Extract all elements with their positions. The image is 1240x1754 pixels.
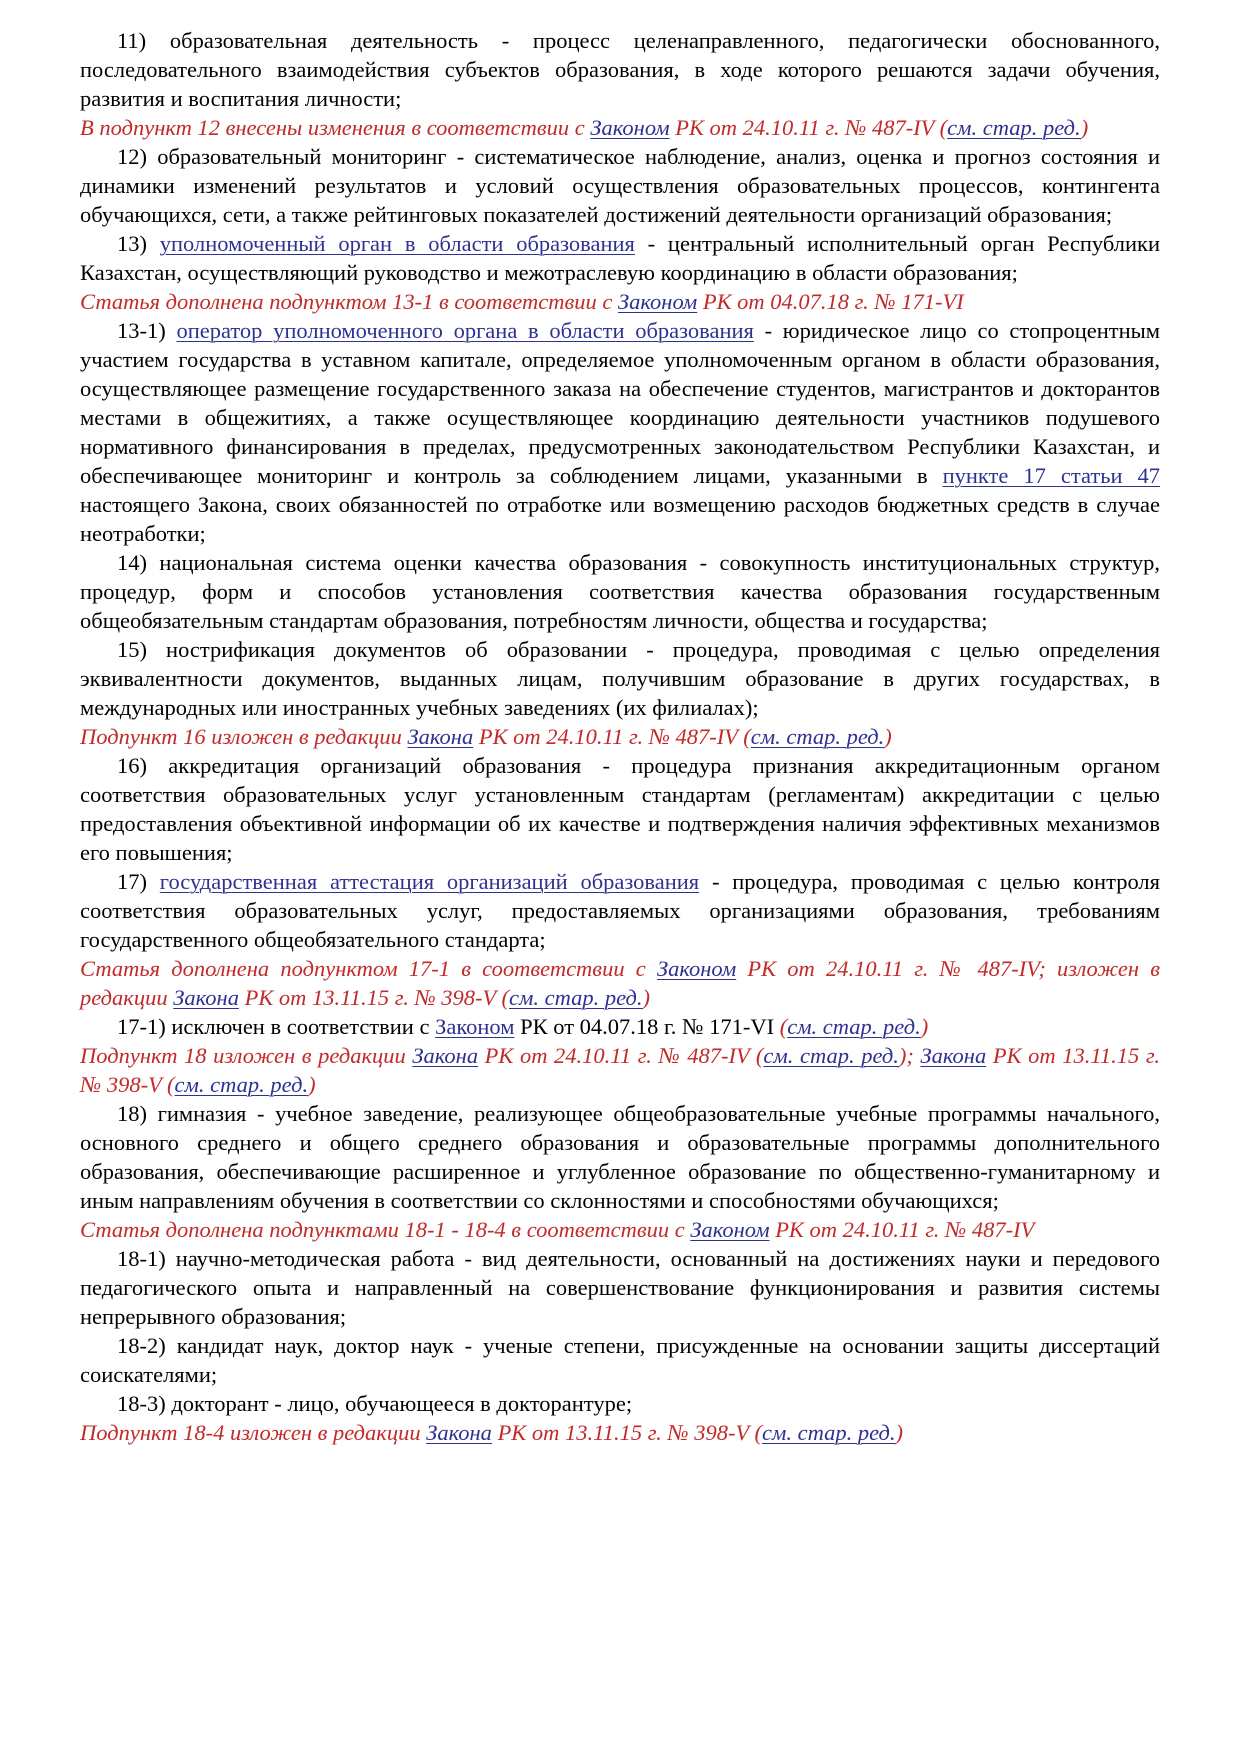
text-run: Подпункт 18-4 изложен в редакции xyxy=(80,1420,427,1445)
doc-link[interactable]: уполномоченный орган в области образования xyxy=(159,231,635,256)
doc-link[interactable]: Законом xyxy=(656,956,737,981)
text-run: - центральный исполнительный орган Республики Казахстан, осуществляющий руководство и межотраслевую координацию в области образования; xyxy=(80,231,1161,285)
text-run: 12) образовательный мониторинг - систематическое наблюдение, анализ, оценка и прогноз состояния и динамики изменений результатов и условий осуществления образовательных процессов, контингента обучающихся, сети, а также рейтинговых показателей достижений деятельности организаций образования; xyxy=(80,144,1160,227)
paragraph-11 xyxy=(80,26,1160,113)
text-run: 14) национальная система оценки качества образования - совокупность институциональных структур, процедур, форм и способов установления соответствия качества образования государственным общеобязательным стандартам образования, потребностям личности, общества и государства; xyxy=(80,550,1160,633)
text-run: Статья дополнена подпунктом 17-1 в соответствии с xyxy=(80,956,657,981)
doc-link[interactable]: Законом xyxy=(435,1014,515,1039)
paragraph-17 xyxy=(80,867,1160,954)
text-run: В подпункт 12 внесены изменения в соответствии с xyxy=(80,115,591,140)
text-run: ) xyxy=(308,1072,316,1097)
text-run: РК от 04.07.18 г. № 171-VI xyxy=(697,289,964,314)
text-run: ( xyxy=(779,1014,788,1039)
text-run: 17-1) исключен в соответствии с xyxy=(117,1014,436,1039)
amendment-note-subpoint-18-4 xyxy=(80,1418,1160,1447)
doc-link[interactable]: см. стар. ред. xyxy=(174,1072,309,1097)
amendment-note-subpoint-16 xyxy=(80,722,1160,751)
amendment-note-subpoint-12 xyxy=(80,113,1160,142)
text-run: настоящего Закона, своих обязанностей по отработке или возмещению расходов бюджетных средств в случае неотработки; xyxy=(80,492,1160,546)
text-run: Статья дополнена подпунктом 13-1 в соответствии с xyxy=(80,289,618,314)
doc-link[interactable]: см. стар. ред. xyxy=(750,724,885,749)
text-run: ) xyxy=(1080,115,1089,140)
text-run: РК от 24.10.11 г. № 487-IV; изложен в редакции xyxy=(80,956,1160,1010)
doc-link[interactable]: Закона xyxy=(412,1043,479,1068)
doc-link[interactable]: Законом xyxy=(617,289,698,314)
text-run: РК от 13.11.15 г. № 398-V ( xyxy=(80,1043,1161,1097)
text-run: ); xyxy=(898,1043,921,1068)
paragraph-16 xyxy=(80,751,1160,867)
text-run: 11) образовательная деятельность - процесс целенаправленного, педагогически обоснованного, последовательного взаимодействия субъектов образования, в ходе которого решаются задачи обучения, развития и воспитания личности; xyxy=(80,28,1160,111)
text-run: 16) аккредитация организаций образования - процедура признания аккредитационным органом соответствия образовательных услуг установленным стандартам (регламентам) аккредитации с целью предоставления объективной информации об их качестве и подтверждения наличия эффективных механизмов его повышения; xyxy=(80,753,1160,865)
paragraph-15 xyxy=(80,635,1160,722)
text-run: Статья дополнена подпунктами 18-1 - 18-4 в соответствии с xyxy=(80,1217,691,1242)
text-run: ) xyxy=(920,1014,929,1039)
text-run: Подпункт 16 изложен в редакции xyxy=(80,724,408,749)
doc-link[interactable]: см. стар. ред. xyxy=(787,1014,921,1039)
text-run: 18-2) кандидат наук, доктор наук - ученые степени, присужденные на основании защиты диссертаций соискателями; xyxy=(80,1333,1160,1387)
amendment-note-subpoint-13-1 xyxy=(80,287,1160,316)
text-run: 18) гимназия - учебное заведение, реализующее общеобразовательные учебные программы начального, основного среднего и общего среднего образования и образовательные программы дополнительного образования, обеспечивающие расширенное и углубленное образование по общественно-гуманитарному и иным направлениям обучения в соответствии со склонностями и способностями обучающихся; xyxy=(80,1101,1160,1213)
doc-link[interactable]: оператор уполномоченного органа в области образования xyxy=(176,318,754,343)
text-run: ) xyxy=(895,1420,904,1445)
amendment-note-subpoints-18-1-18-4 xyxy=(80,1215,1160,1244)
text-run: 13-1) xyxy=(117,318,177,343)
paragraph-14 xyxy=(80,548,1160,635)
doc-link[interactable]: см. стар. ред. xyxy=(763,1043,899,1068)
text-run: 13) xyxy=(117,231,160,256)
doc-link[interactable]: Закона xyxy=(426,1420,492,1445)
text-run: РК от 24.10.11 г. № 487-IV ( xyxy=(669,115,948,140)
text-run: РК от 13.11.15 г. № 398-V ( xyxy=(491,1420,762,1445)
doc-link[interactable]: см. стар. ред. xyxy=(761,1420,896,1445)
text-run: - процедура, проводимая с целью контроля соответствия образовательных услуг, предоставляемых организациями образования, требованиям государственного общеобязательного стандарта; xyxy=(80,869,1160,952)
text-run: 18-1) научно-методическая работа - вид деятельности, основанный на достижениях науки и передового педагогического опыта и направленный на совершенствование функционирования и развития системы непрерывного образования; xyxy=(80,1246,1160,1329)
text-run: РК от 24.10.11 г. № 487-IV ( xyxy=(478,1043,764,1068)
paragraph-17-1 xyxy=(80,1012,1160,1041)
doc-link[interactable]: см. стар. ред. xyxy=(947,115,1081,140)
text-run: 15) нострификация документов об образовании - процедура, проводимая с целью определения эквивалентности документов, выданных лицам, получившим образование в других государствах, в международных или иностранных учебных заведениях (их филиалах); xyxy=(80,637,1160,720)
amendment-note-subpoint-17-1 xyxy=(80,954,1160,1012)
text-run: - юридическое лицо со стопроцентным участием государства в уставном капитале, определяемое уполномоченным органом в области образования, осуществляющее размещение государственного заказа на обеспечение студентов, магистрантов и докторантов местами в общежитиях, а также осуществляющее координацию деятельности участников подушевого нормативного финансирования в пределах, предусмотренных законодательством Республики Казахстан, и обеспечивающее мониторинг и контроль за соблюдением лицами, указанными в xyxy=(80,318,1161,488)
text-run: РК от 13.11.15 г. № 398-V ( xyxy=(238,985,509,1010)
doc-link[interactable]: государственная аттестация организаций образования xyxy=(159,869,700,894)
paragraph-18-2 xyxy=(80,1331,1160,1389)
paragraph-13 xyxy=(80,229,1160,287)
doc-link[interactable]: Законом xyxy=(690,1217,770,1242)
text-run: Подпункт 18 изложен в редакции xyxy=(80,1043,413,1068)
paragraph-18-1 xyxy=(80,1244,1160,1331)
document-body xyxy=(80,26,1160,1447)
paragraph-12 xyxy=(80,142,1160,229)
doc-link[interactable]: Закона xyxy=(173,985,239,1010)
doc-link[interactable]: Закона xyxy=(407,724,474,749)
text-run: ) xyxy=(642,985,651,1010)
text-run: РК от 24.10.11 г. № 487-IV ( xyxy=(473,724,751,749)
doc-link[interactable]: Закона xyxy=(920,1043,987,1068)
text-run: 17) xyxy=(117,869,160,894)
text-run: РК от 24.10.11 г. № 487-IV xyxy=(769,1217,1035,1242)
paragraph-18 xyxy=(80,1099,1160,1215)
text-run: ) xyxy=(884,724,892,749)
doc-link[interactable]: см. стар. ред. xyxy=(509,985,643,1010)
doc-link[interactable]: Законом xyxy=(590,115,670,140)
text-run: 18-3) докторант - лицо, обучающееся в докторантуре; xyxy=(117,1391,633,1416)
paragraph-13-1 xyxy=(80,316,1160,548)
text-run: РК от 04.07.18 г. № 171-VI xyxy=(514,1014,780,1039)
amendment-note-subpoint-18 xyxy=(80,1041,1160,1099)
doc-link[interactable]: пункте 17 статьи 47 xyxy=(942,463,1160,488)
paragraph-18-3 xyxy=(80,1389,1160,1418)
